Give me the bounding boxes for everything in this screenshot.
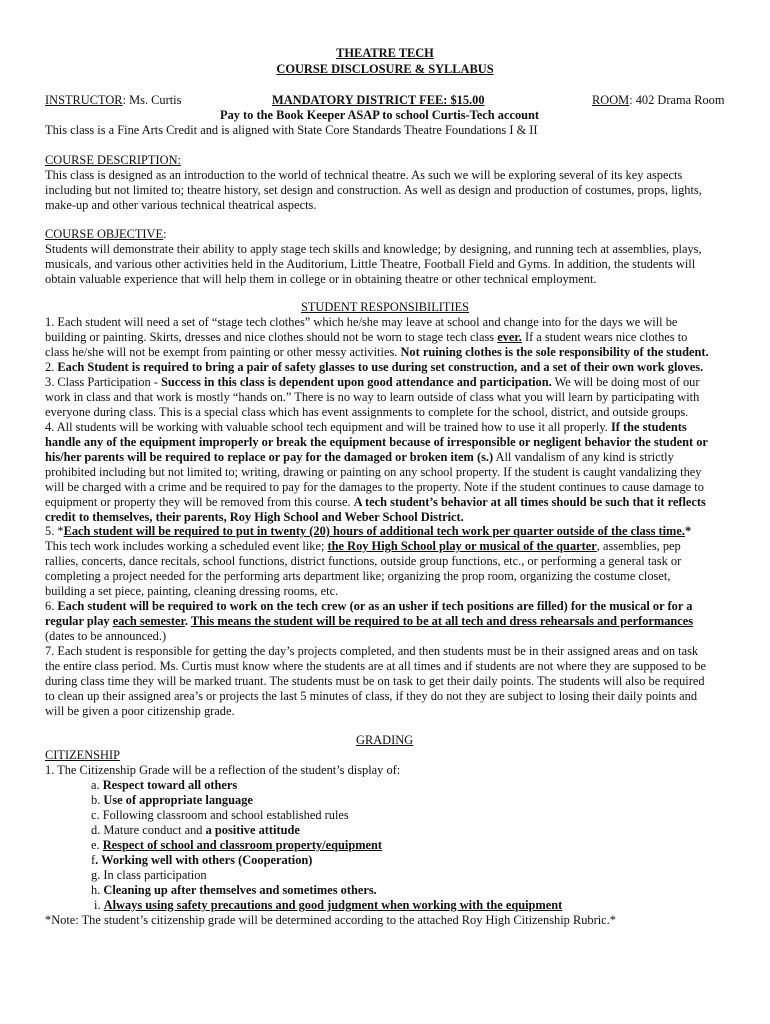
citizenship-item: i. Always using safety precautions and good judgment when working with the equipment: [94, 898, 563, 912]
responsibility-6: 6. Each student will be required to work on the tech crew (or as an usher if tech positions are filled) for the musical or for a: [45, 599, 693, 613]
citizenship-item: f. Working well with others (Cooperation): [91, 853, 313, 867]
document-subtitle: COURSE DISCLOSURE & SYLLABUS: [276, 62, 494, 76]
responsibility-1: 1. Each student will need a set of “stage tech clothes” which he/she may leave at school and change into for the days we will be: [45, 315, 678, 329]
room-line: [592, 93, 725, 108]
responsibility-6: regular play each semester. This means the student will be required to be at all tech and dress rehearsals and performances: [45, 614, 694, 628]
responsibility-4: will be charged with a crime and be required to pay for the damages to the property. Note if the student continues to cause damage to: [45, 480, 704, 494]
responsibility-4: equipment or property they will be removed from this course. A tech student’s behavior at all times should be such that it reflects: [45, 495, 706, 509]
credit-note: This class is a Fine Arts Credit and is aligned with State Core Standards Theatre Foundations I & II: [45, 123, 538, 137]
responsibility-4: 4. All students will be working with valuable school tech equipment and will be trained how to use it all properly. If the students: [45, 420, 687, 434]
objective-line: musicals, and various other activities held in the Auditorium, Little Theatre, Football Field and Gyms. In addition, the students will: [45, 257, 696, 271]
instructor-label: INSTRUCTOR: [45, 93, 123, 107]
citizenship-item: c. Following classroom and school established rules: [91, 808, 349, 822]
responsibility-7: 7. Each student is responsible for getting the day’s projects completed, and then students must be in their assigned areas and on task: [45, 644, 699, 658]
room-label: ROOM: [592, 93, 630, 107]
description-line: This class is designed as an introduction to the world of technical theatre. As such we will be exploring several of its key aspects: [45, 168, 683, 182]
responsibility-5: This tech work includes working a scheduled event like; the Roy High School play or musical of the quarter, assemblies, pep: [45, 539, 681, 553]
responsibility-5: rallies, concerts, dance recitals, school functions, district functions, outside group functions, etc., or performing a general task or: [45, 554, 682, 568]
citizenship-item: h. Cleaning up after themselves and sometimes others.: [91, 883, 377, 897]
citizenship-item: g. In class participation: [91, 868, 207, 882]
citizenship-heading: CITIZENSHIP: [45, 748, 121, 762]
citizenship-intro: 1. The Citizenship Grade will be a reflection of the student’s display of:: [45, 763, 401, 777]
description-heading: COURSE DESCRIPTION:: [45, 153, 181, 167]
responsibility-3: everyone during class. This is a special class which has event assignments to complete for the school, district, and outside groups.: [45, 405, 689, 419]
responsibility-3: work in class and that work is mostly “hands on.” There is no way to learn outside of class what you will learn by participating with: [45, 390, 700, 404]
responsibility-7: to clean up their assigned area’s or projects the last 5 minutes of class, if they do not they are subject to losing their daily points and: [45, 689, 698, 703]
instructor-line: [45, 93, 181, 108]
responsibility-1: class he/she will not be exempt from painting or other messy activities. Not ruining clothes is the sole responsibility of the student.: [45, 345, 709, 359]
responsibility-2: 2. Each Student is required to bring a pair of safety glasses to use during set construction, and a set of their own work gloves.: [45, 360, 704, 374]
responsibility-6: (dates to be announced.): [45, 629, 167, 643]
document-title: THEATRE TECH: [336, 46, 434, 60]
district-fee: MANDATORY DISTRICT FEE: $15.00: [272, 93, 485, 107]
grading-heading: GRADING: [356, 733, 414, 747]
responsibility-5: building a set piece, painting, cleaning dressing rooms, etc.: [45, 584, 339, 598]
responsibility-4: prohibited including but not limited to; writing, drawing or painting on any school property. If the student is caught vandalizing they: [45, 465, 702, 479]
responsibility-5: completing a project needed for the performing arts department like; organizing the prop room, organizing the costume closet,: [45, 569, 671, 583]
citizenship-item: d. Mature conduct and a positive attitude: [91, 823, 300, 837]
pay-note: Pay to the Book Keeper ASAP to school Curtis-Tech account: [220, 108, 540, 122]
citizenship-item: a. Respect toward all others: [91, 778, 238, 792]
room-value: : 402 Drama Room: [629, 93, 725, 107]
objective-line: obtain valuable experience that will help them in college or in obtaining theatre or other technical employment.: [45, 272, 597, 286]
citizenship-item: e. Respect of school and classroom property/equipment: [91, 838, 383, 852]
responsibility-4: credit to themselves, their parents, Roy High School and Weber School District.: [45, 510, 464, 524]
responsibility-7: during class time they will be marked truant. The students must be on task to get their daily points. The students will also be required: [45, 674, 705, 688]
citizenship-item: b. Use of appropriate language: [91, 793, 253, 807]
responsibility-7: the entire class period. Ms. Curtis must know where the students are at all times and if students are not where they are supposed to be: [45, 659, 707, 673]
objective-line: Students will demonstrate their ability to apply stage tech skills and knowledge; by designing, and running tech at assemblies, plays,: [45, 242, 702, 256]
citizenship-note: *Note: The student’s citizenship grade will be determined according to the attached Roy High Citizenship Rubric.*: [45, 913, 616, 927]
instructor-value: : Ms. Curtis: [122, 93, 182, 107]
responsibilities-heading: STUDENT RESPONSIBILITIES: [300, 300, 470, 314]
responsibility-4: his/her parents will be required to replace or pay for the damaged or broken item (s.) All vandalism of any kind is strictly: [45, 450, 674, 464]
responsibility-3: 3. Class Participation - Success in this class is dependent upon good attendance and participation. We will be doing most of our: [45, 375, 700, 389]
objective-heading: COURSE OBJECTIVE: [45, 227, 164, 241]
responsibility-7: will be given a poor citizenship grade.: [45, 704, 235, 718]
objective-heading-line: COURSE OBJECTIVE:: [45, 227, 167, 241]
description-line: make-up and other various technical theatrical aspects.: [45, 198, 317, 212]
responsibility-5: 5. *Each student will be required to put in twenty (20) hours of additional tech work per quarter outside of the class time.*: [45, 524, 692, 538]
responsibility-1: building or painting. Skirts, dresses and nice clothes should not be worn to stage tech class ever. If a student wears nice clothes to: [45, 330, 688, 344]
description-line: including but not limited to; theatre history, set design and construction. As well as design and production of costumes, props, lights,: [45, 183, 702, 197]
responsibility-4: handle any of the equipment improperly or break the equipment because of irresponsible or negligent behavior the student or: [45, 435, 708, 449]
